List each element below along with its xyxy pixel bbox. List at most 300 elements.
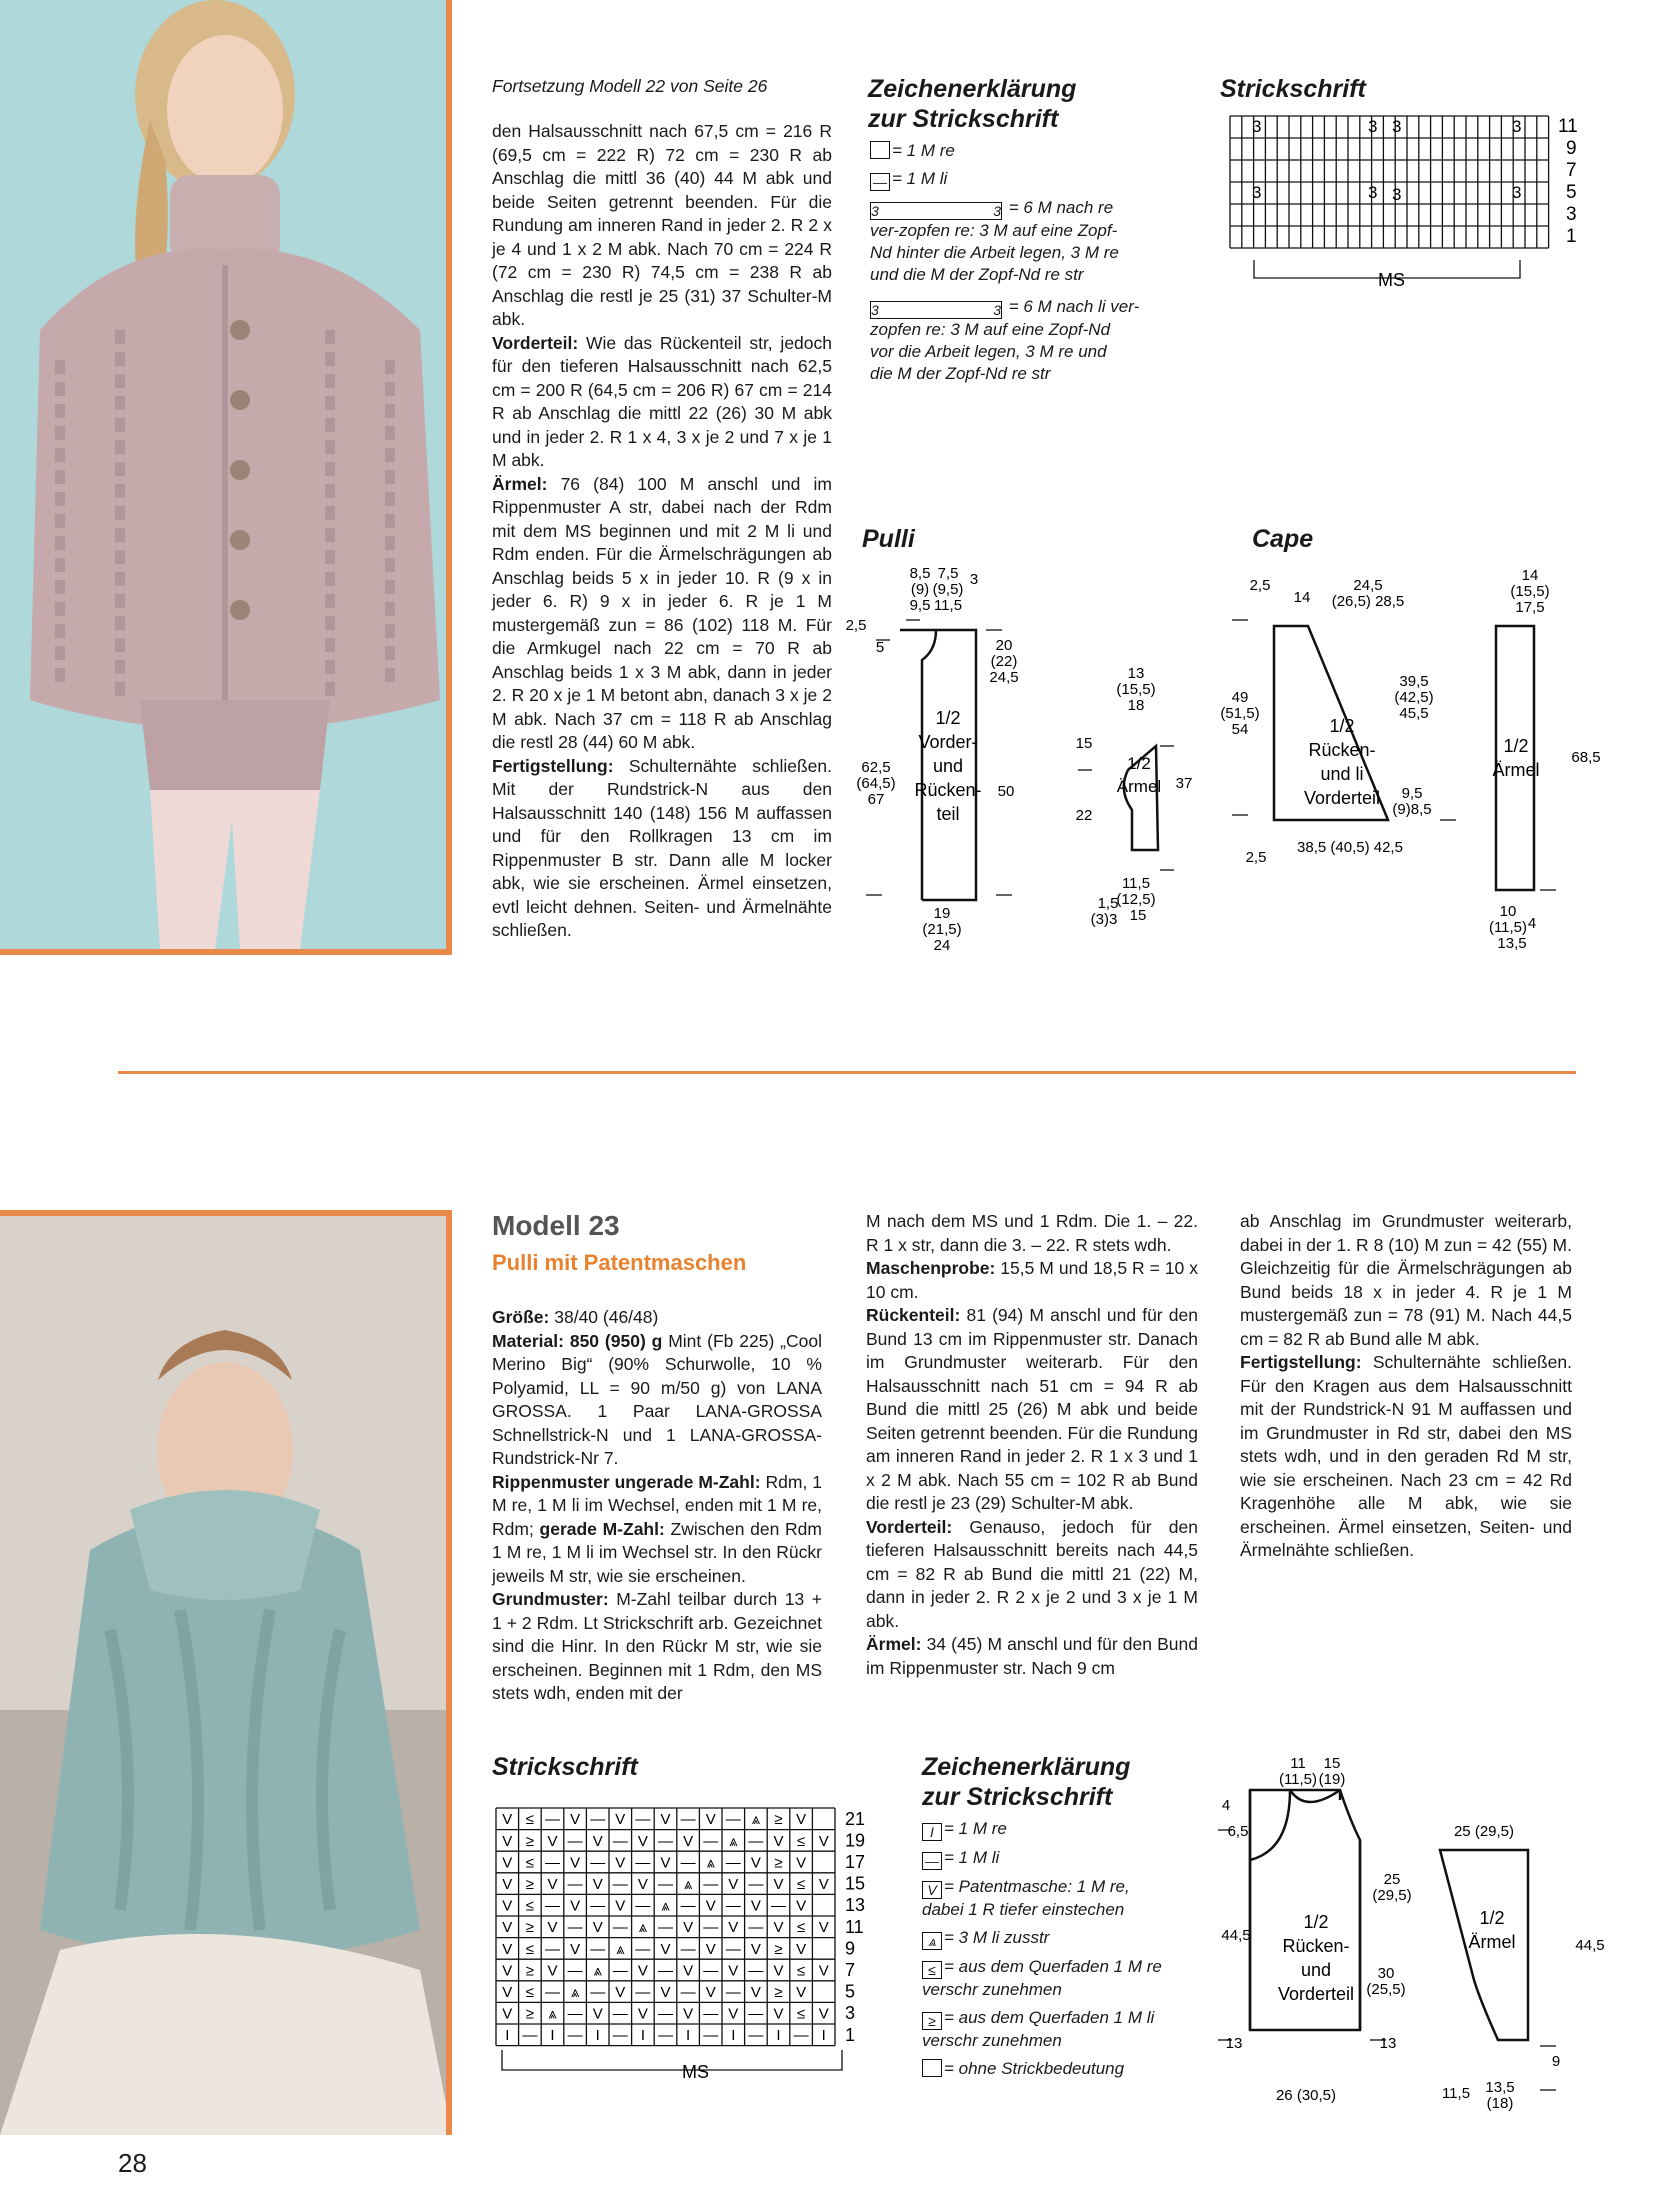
svg-text:(25,5): (25,5) [1366,1981,1406,1998]
cable-left-symbol-icon: 3 3 [871,302,1001,318]
chart-cell-symbol: ⩓ [729,1832,738,1850]
chart-cell-symbol: — [703,1919,719,1937]
chart-cell-symbol: V [660,1854,671,1872]
chart-cell-symbol: — [567,2027,583,2045]
svg-text:49: 49 [1231,689,1249,706]
chart-cell-symbol: V [796,1897,807,1915]
chart-cell-symbol: — [590,1811,606,1829]
svg-text:5: 5 [875,639,885,656]
chart-cell-symbol: — [703,1962,719,1980]
svg-text:24,5: 24,5 [1353,577,1383,594]
chart-cell-symbol: V [637,2005,648,2023]
model-title: Modell 23 [492,1210,620,1241]
svg-text:(9,5): (9,5) [932,581,964,598]
svg-text:10: 10 [1499,903,1517,920]
chart-cell-symbol: — [793,2027,809,2045]
chart-cell-symbol: V [502,1876,513,1893]
svg-text:3: 3 [969,571,979,588]
knit-symbol-icon [870,141,890,159]
chart-cell-symbol: V [570,1940,581,1958]
chart-cell-symbol: V [750,1854,761,1872]
bottom-legend-title: Zeichenerklärung zur Strickschrift [922,1753,1131,1811]
section-divider [118,1071,1576,1074]
model-subtitle: Pulli mit Patentmaschen [492,1250,747,1275]
chart-cell-symbol: V [728,2005,739,2023]
chart-row-label: 11 [845,1916,864,1937]
chart-row-label: 17 [845,1852,866,1873]
bottom-legend [922,1818,1222,2086]
chart-cell-symbol: — [658,1876,673,1893]
chart-cell-symbol: — [680,1984,696,2001]
svg-text:7,5: 7,5 [937,565,959,582]
chart-cell-symbol: — [703,2005,719,2023]
chart-cell-symbol: ⩓ [751,1811,761,1829]
svg-text:19: 19 [933,905,951,922]
svg-text:(42,5): (42,5) [1394,689,1434,706]
chart-cell-symbol: I [821,2027,826,2045]
svg-text:17,5: 17,5 [1515,599,1545,616]
svg-text:20: 20 [995,637,1013,654]
chart-cell-symbol: V [705,1897,716,1915]
chart-row-label: 5 [1566,182,1577,203]
chart-cell-symbol: ≤ [525,1811,535,1829]
chart-cell-symbol: ≤ [796,1876,806,1893]
chart-cell-symbol: V [592,1876,603,1893]
svg-text:und li: und li [1320,764,1364,784]
svg-text:22: 22 [1075,807,1093,824]
chart-cell-symbol: — [680,1811,696,1829]
top-legend-cable-right: 3 3 = 6 M nach re ver-zopfen re: 3 M auf eine Zopf- Nd hinter die Arbeit legen, 3 M re und die M der Zopf-Nd re str [870,198,1119,284]
svg-text:13,5: 13,5 [1497,935,1527,952]
chart-cell-symbol: — [612,1832,628,1850]
legend-symbol-icon: ≤ [922,1961,942,1979]
chart-row-label: 9 [1566,138,1577,159]
chart-cell-symbol: V [502,1832,513,1850]
chart-cell-symbol: ≥ [774,1984,783,2001]
svg-text:(11,5): (11,5) [1278,1771,1318,1788]
top-para-4-label: Fertigstellung: [492,755,614,776]
chart-cell-symbol: V [502,1962,513,1980]
chart-cell-symbol: V [615,1811,626,1829]
chart-cell-symbol: ≤ [525,1984,535,2001]
chart-row-label: 5 [845,1981,856,2002]
chart-cell-symbol: V [615,1854,626,1872]
chart-cell-symbol: V [547,1876,558,1893]
chart-row-label: 9 [845,1938,856,1959]
chart-cell-symbol: V [615,1897,626,1915]
chart-cell-symbol: ≤ [525,1897,535,1915]
svg-text:4: 4 [1221,1797,1231,1814]
chart-cell-symbol: V [728,1919,739,1937]
chart-cell-symbol: — [567,2005,583,2023]
chart-cell-symbol: — [567,1832,583,1850]
chart-cell-symbol: V [750,1897,761,1915]
bottom-column-1: Größe: 38/40 (46/48) Material: 850 (950) g Mint (Fb 225) „Cool Merino Big“ (90% Schurwolle, 10 % Polyamid, LL = 90 m/50 g) von LANA GROSSA. 1 Paar LANA-GROSSA Schnellstrick-N und 1 LANA-GROSSA-Rundstrick-Nr 7. Rippenmuster ungerade M-Zahl: Rdm, 1 M re, 1 M li im Wechsel, enden mit 1 M re, Rdm; gerade M-Zahl: Zwischen den Rdm 1 M re, 1 M li im Wechsel str. In den Rückr jeweils M str, wie sie erscheinen. Grundmuster: M-Zahl teilbar durch 13 + 1 + 2 Rdm. Lt Strickschrift arb. Gezeichnet sind die Hinr. In den Rückr M str, wie sie erscheinen. Beginnen mit 1 Rdm, den MS stets wdh, enden mit der [492,1307,823,1703]
chart-cell-symbol: — [612,2027,628,2045]
svg-text:1/2: 1/2 [1127,754,1151,773]
svg-text:1,5: 1,5 [1097,895,1119,912]
svg-text:8,5: 8,5 [909,565,931,582]
chart-row-label: 19 [845,1830,866,1851]
chart-ms-label: MS [1378,270,1405,290]
svg-text:13,5: 13,5 [1485,2079,1515,2096]
chart-row-label: 7 [1566,160,1577,181]
chart-cell-symbol: — [680,1854,696,1872]
svg-text:9: 9 [1551,2053,1561,2070]
top-legend-title-line2: zur Strickschrift [868,105,1059,133]
chart-cell-symbol: V [773,2005,784,2023]
page-number: 28 [118,2148,147,2178]
chart-cell-symbol: — [545,1854,560,1872]
legend-item: — = 1 M li [922,1847,1222,1870]
chart-cable-mark: 3 [1368,183,1378,202]
chart-cell-symbol: V [502,1897,513,1915]
svg-text:50: 50 [997,783,1015,800]
chart-cell-symbol: ≤ [796,2005,806,2023]
chart-cell-symbol: — [703,1832,719,1850]
chart-cell-symbol: V [660,1940,671,1958]
svg-text:11: 11 [1290,1755,1306,1772]
chart-cell-symbol: ⩓ [570,1984,580,2001]
chart-cell-symbol: ≤ [525,1940,535,1958]
top-legend-title-line1: Zeichenerklärung [868,75,1077,103]
chart-cell-symbol: ≥ [774,1811,783,1829]
chart-row-label: 3 [845,2003,856,2024]
legend-symbol-icon: ≥ [922,2012,942,2030]
chart-cell-symbol: — [680,1940,696,1958]
svg-text:(11,5): (11,5) [1488,919,1528,936]
chart-cell-symbol: — [567,1919,583,1937]
legend-item: ≤ = aus dem Querfaden 1 M re verschr zunehmen [922,1957,1162,1999]
chart-cell-symbol: — [590,1854,606,1872]
svg-text:Rücken-: Rücken- [914,780,982,800]
svg-text:(9): (9) [910,581,930,598]
svg-text:(22): (22) [990,653,1018,670]
top-legend-title [868,74,1076,134]
svg-text:68,5: 68,5 [1571,749,1601,766]
chart-cell-symbol: V [592,1832,603,1850]
svg-text:(3)3: (3)3 [1090,911,1118,928]
chart-cell-symbol: V [502,1854,513,1872]
chart-cell-symbol: — [748,1962,764,1980]
svg-text:1/2: 1/2 [1329,716,1355,736]
chart-cell-symbol: — [771,1897,786,1915]
svg-text:(51,5): (51,5) [1220,705,1260,722]
svg-text:2,5: 2,5 [845,617,867,634]
chart-cell-symbol: V [547,1919,558,1937]
chart-cell-symbol: V [637,1832,648,1850]
chart-cell-symbol: V [818,1919,829,1937]
chart-cell-symbol: — [748,2005,764,2023]
chart-cell-symbol: V [750,1940,761,1958]
chart-cell-symbol: I [640,2027,645,2045]
chart-cell-symbol: — [658,1962,673,1980]
chart-cell-symbol: — [567,1876,583,1893]
chart-cell-symbol: ≤ [796,1919,806,1937]
svg-text:Rücken-: Rücken- [1308,740,1376,760]
svg-text:13: 13 [1127,665,1145,682]
chart-cell-symbol: V [660,1984,671,2001]
cape-model-photo [0,0,452,955]
svg-text:24: 24 [933,937,951,954]
svg-text:(19): (19) [1318,1771,1346,1788]
chart-row-label: 11 [1558,116,1578,137]
chart-cable-mark: 3 [1252,117,1262,136]
chart-cell-symbol: V [773,1876,784,1893]
chart-cell-symbol: V [683,2005,694,2023]
chart-ms-label: MS [682,2062,709,2082]
svg-text:2,5: 2,5 [1245,849,1267,866]
pulli-schematic [836,560,1216,960]
bottom-chart-title: Strickschrift [492,1753,638,1781]
chart-cell-symbol: I [731,2027,736,2045]
svg-text:15: 15 [1129,907,1147,924]
chart-cell-symbol: V [705,1984,716,2001]
chart-cell-symbol: V [705,1940,716,1958]
svg-text:(26,5) 28,5: (26,5) 28,5 [1331,593,1405,610]
chart-cell-symbol: V [796,1854,807,1872]
chart-cell-symbol: I [505,2027,510,2045]
svg-text:11,5: 11,5 [1121,875,1151,892]
svg-text:13: 13 [1225,2035,1243,2052]
purl-symbol-icon: — [870,173,890,191]
chart-row-label: 1 [1566,226,1577,247]
bottom-column-2: M nach dem MS und 1 Rdm. Die 1. – 22. R 1 x str, dann die 3. – 22. R stets wdh. Maschenprobe: 15,5 M und 18,5 R = 10 x 10 cm. Rückenteil: 81 (94) M anschl und für den Bund 13 cm im Rippenmuster str. Danach im Grundmuster weiterarb. Für den Halsausschnitt nach 51 cm = 94 R ab Bund die mittl 25 (26) M abk und beide Seiten getrennt beenden. Für die Rundung am inneren Rand in jeder 2. R 1 x 3 und 1 x 2 M abk. Nach 55 cm = 102 R ab Bund die restl je 23 (29) Schulter-M abk. Vorderteil: Genauso, jedoch für den tieferen Halsausschnitt bereits nach 44,5 cm = 82 R ab Bund die mittl 21 (22) M, dann in jeder 2. R 2 x je 2 und 3 x je 1 M abk. Ärmel: 34 (45) M anschl und für den Bund im Rippenmuster str. Nach 9 cm [866,1211,1198,1678]
chart-cell-symbol: — [612,1919,628,1937]
svg-text:Ärmel: Ärmel [1492,760,1540,780]
svg-text:Ärmel: Ärmel [1468,1932,1516,1952]
chart-cell-symbol: — [725,1897,741,1915]
chart-cell-symbol: — [590,1897,606,1915]
chart-cell-symbol: V [502,1940,513,1958]
chart-cell-symbol: — [748,2027,764,2045]
chart-cell-symbol: — [635,1984,651,2001]
legend-symbol-icon [922,2059,942,2077]
svg-text:30: 30 [1377,1965,1395,1982]
chart-cell-symbol: ≤ [796,1962,806,1980]
chart-row-label: 21 [845,1808,866,1829]
svg-text:und: und [932,756,964,776]
chart-row-label: 7 [845,1960,856,1981]
chart-cell-symbol: V [818,2005,829,2023]
chart-cell-symbol: V [818,1962,829,1980]
chart-cell-symbol: V [773,1962,784,1980]
svg-text:Vorderteil: Vorderteil [1277,1984,1355,2004]
svg-text:Vorder-: Vorder- [918,732,978,752]
top-para-3-label: Ärmel: [492,473,548,494]
bottom-knitting-chart [492,1788,892,2098]
chart-cell-symbol: ⩓ [661,1897,670,1915]
cape-title: Cape [1252,525,1314,553]
svg-text:14: 14 [1521,567,1539,584]
continuation-note: Fortsetzung Modell 22 von Seite 26 [492,76,768,96]
chart-cell-symbol: ⩓ [683,1876,693,1893]
chart-cell-symbol: ≥ [525,1962,535,1980]
chart-cell-symbol: — [635,1897,651,1915]
chart-cell-symbol: V [570,1811,581,1829]
chart-cell-symbol: V [547,1832,558,1850]
svg-text:11,5: 11,5 [933,597,963,614]
chart-cell-symbol: V [660,1811,671,1829]
svg-text:6,5: 6,5 [1227,1823,1249,1840]
legend-symbol-icon: I [922,1823,942,1841]
chart-cell-symbol: V [502,2005,513,2023]
svg-text:(18): (18) [1486,2095,1514,2112]
chart-cell-symbol: ⩓ [638,1919,648,1937]
chart-cell-symbol: — [658,2005,673,2023]
chart-cell-symbol: — [725,1811,741,1829]
cape-model-illustration [0,0,452,955]
svg-text:62,5: 62,5 [861,759,891,776]
chart-cell-symbol: ≥ [774,1940,783,1958]
svg-text:(9)8,5: (9)8,5 [1392,801,1432,818]
svg-text:Rücken-: Rücken- [1282,1936,1350,1956]
chart-cell-symbol: V [592,2005,603,2023]
chart-cable-mark: 3 [1368,117,1378,136]
chart-cell-symbol: ⩓ [593,1962,602,1980]
top-para-3: 76 (84) 100 M anschl und im Rippenmuster A str, dabei nach der Rdm mit dem MS beginnen und mit 2 M li und Rdm enden. Für die Ärmelschrägungen ab Anschlag beids 5 x in jeder 10. R (9 x in jeder 6. R) 9 x in jeder 6. R je 1 M mustergemäß zun = 86 (102) 118 M. Für die Armkugel nach 22 cm = 70 R ab Anschlag beids 1 x 3 M abk, dann in jeder 2. R 20 x je 1 M betont abn, danach 3 x je 2 M abk. Nach 37 cm = 118 R ab Anschlag die restl 28 (44) 60 M abk. [492,473,832,752]
chart-cell-symbol: V [728,1962,739,1980]
svg-text:18: 18 [1127,697,1145,714]
chart-cell-symbol: V [705,1811,716,1829]
chart-cell-symbol: V [796,1940,807,1958]
chart-cell-symbol: V [728,1876,739,1893]
bottom-column-3: ab Anschlag im Grundmuster weiterarb, dabei in der 1. R 8 (10) M zun = 42 (55) M. Gleichzeitig für die Ärmelschrägungen ab Bund beids 18 x in jeder 4. R je 1 M mustergemäß zun = 78 (91) M. Nach 44,5 cm = 82 R ab Bund alle M abk. Fertigstellung: Schulternähte schließen. Für den Kragen aus dem Halsausschnitt mit der Rundstrick-N 91 M auffassen und im Grundmuster in Rd str, dabei den MS stets wdh, und in den geraden Rd M str, wie sie erscheinen. Nach 23 cm = 42 Rd Kragenhöhe alle M abk, wie sie erscheinen. Ärmel einsetzen, Seiten- und Ärmelnähte schließen. [1240,1211,1572,1560]
svg-text:45,5: 45,5 [1399,705,1429,722]
legend-item: V = Patentmasche: 1 M re, dabei 1 R tiefer einstechen [922,1877,1130,1919]
svg-text:(64,5): (64,5) [856,775,896,792]
svg-text:1/2: 1/2 [935,708,961,728]
legend-item: ≥ = aus dem Querfaden 1 M li verschr zunehmen [922,2008,1155,2050]
svg-text:14: 14 [1293,589,1311,606]
chart-cell-symbol: V [683,1832,694,1850]
chart-cell-symbol: — [748,1919,764,1937]
chart-cell-symbol: ≤ [796,1832,806,1850]
legend-symbol-icon: — [922,1852,942,1870]
svg-text:24,5: 24,5 [989,669,1019,686]
chart-cell-symbol: — [703,1876,719,1893]
top-para-2-label: Vorderteil: [492,332,579,353]
chart-cell-symbol: — [567,1962,583,1980]
chart-cell-symbol: V [547,1962,558,1980]
chart-cell-symbol: ≥ [525,1832,535,1850]
chart-cell-symbol: — [612,1876,628,1893]
legend-item: ⩓ = 3 M li zusstr [922,1927,1222,1950]
chart-cell-symbol: V [818,1832,829,1850]
chart-row-label: 15 [845,1873,866,1894]
chart-cell-symbol: — [658,1832,673,1850]
svg-text:26 (30,5): 26 (30,5) [1275,2087,1337,2104]
chart-cell-symbol: — [612,2005,628,2023]
svg-text:38,5 (40,5) 42,5: 38,5 (40,5) 42,5 [1297,839,1403,856]
chart-cell-symbol: I [595,2027,600,2045]
svg-text:1/2: 1/2 [1503,736,1529,756]
svg-text:(21,5): (21,5) [922,921,962,938]
svg-text:15: 15 [1075,735,1093,752]
chart-cell-symbol: ≥ [525,1876,535,1893]
chart-row-label: 3 [1566,204,1577,225]
chart-cell-symbol: I [776,2027,781,2045]
svg-text:teil: teil [936,804,960,824]
chart-cell-symbol: ≥ [774,1854,783,1872]
top-legend-re: = 1 M re [870,140,1200,162]
pulli-model-illustration [0,1210,452,2135]
top-para-2: Wie das Rückenteil str, jedoch für den tieferen Halsausschnitt nach 62,5 cm = 200 R (64,5 cm = 206 R) 67 cm = 214 R ab Anschlag die mittl 22 (26) 30 M abk und in jeder 2. R 1 x 4, 3 x je 2 und 7 x je 1 M abk. [492,332,832,470]
chart-cell-symbol: — [658,1919,673,1937]
svg-text:4: 4 [1527,915,1537,932]
svg-text:13: 13 [1379,2035,1397,2052]
pulli-title: Pulli [862,525,915,553]
chart-cell-symbol: — [748,1832,764,1850]
chart-row-label: 13 [845,1895,866,1916]
chart-cell-symbol: ⩓ [548,2005,557,2023]
svg-text:37: 37 [1175,775,1193,792]
chart-cell-symbol: — [725,1854,741,1872]
svg-text:39,5: 39,5 [1399,673,1429,690]
chart-cable-mark: 3 [1392,117,1402,136]
svg-text:25: 25 [1383,1871,1401,1888]
top-instructions [492,120,832,943]
svg-text:und: und [1300,1960,1332,1980]
top-legend [870,140,1200,385]
chart-cell-symbol: — [658,2027,673,2045]
chart-cell-symbol: — [635,1854,651,1872]
chart-cell-symbol: V [570,1854,581,1872]
chart-cell-symbol: V [818,1876,829,1893]
chart-cable-mark: 3 [1392,185,1402,204]
svg-text:9,5: 9,5 [909,597,931,614]
svg-text:(12,5): (12,5) [1116,891,1156,908]
chart-cell-symbol: — [748,1876,764,1893]
top-chart-title: Strickschrift [1220,75,1366,103]
svg-text:1/2: 1/2 [1303,1912,1329,1932]
chart-cell-symbol: ≤ [525,1854,535,1872]
chart-cell-symbol: — [612,1962,628,1980]
chart-cell-symbol: V [796,1984,807,2001]
chart-cell-symbol: — [703,2027,719,2045]
chart-cell-symbol: ≥ [525,1919,535,1937]
svg-text:11,5: 11,5 [1441,2085,1471,2102]
chart-cell-symbol: V [683,1919,694,1937]
chart-cell-symbol: — [725,1940,741,1958]
top-knitting-chart [1220,112,1640,302]
chart-cell-symbol: — [680,1897,696,1915]
svg-text:44,5: 44,5 [1221,1927,1251,1944]
top-para-4: Schulternähte schließen. Mit der Rundstrick-N aus den Halsausschnitt 140 (148) 156 M auffassen und für den Rollkragen 13 cm im Rippenmuster B str. Dann alle M locker abk, wie sie erscheinen. Ärmel einsetzen, evtl leicht dehnen. Seiten- und Ärmelnähte schließen. [492,755,832,940]
svg-text:9,5: 9,5 [1401,785,1423,802]
chart-cell-symbol: I [550,2027,555,2045]
chart-cell-symbol: — [545,1811,560,1829]
top-legend-cable-left: 3 3 = 6 M nach li ver- zopfen re: 3 M auf eine Zopf-Nd vor die Arbeit legen, 3 M re und die M der Zopf-Nd re str [870,297,1140,383]
svg-text:Ärmel: Ärmel [1116,777,1162,796]
chart-cable-mark: 3 [1512,117,1522,136]
chart-cell-symbol: V [570,1897,581,1915]
svg-text:25 (29,5): 25 (29,5) [1453,1823,1515,1840]
svg-text:Vorderteil: Vorderteil [1303,788,1381,808]
svg-text:67: 67 [867,791,885,808]
chart-cell-symbol: — [545,1984,560,2001]
legend-symbol-icon: V [922,1881,942,1899]
chart-cell-symbol: V [773,1832,784,1850]
svg-text:(15,5): (15,5) [1116,681,1156,698]
cape-schematic [1220,560,1640,960]
chart-cell-symbol: V [637,1962,648,1980]
chart-cell-symbol: V [683,1962,694,1980]
modell23-schematic [1210,1750,1640,2130]
chart-cell-symbol: — [635,1811,651,1829]
chart-cell-symbol: ⩓ [616,1940,625,1958]
chart-row-label: 1 [845,2024,856,2045]
